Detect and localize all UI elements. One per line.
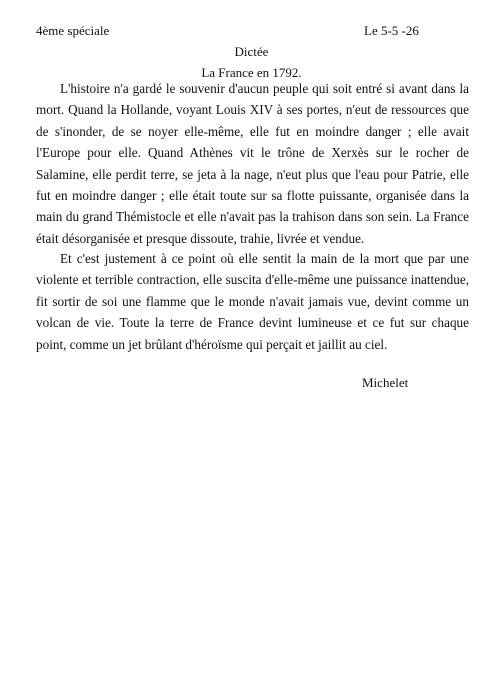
author-signature: Michelet bbox=[362, 375, 409, 390]
date-label: Le 5-5 -26 bbox=[364, 23, 419, 38]
class-label: 4ème spéciale bbox=[36, 23, 110, 38]
paragraph-2: Et c'est justement à ce point où elle sentit la main de la mort que par une violente et terrible contraction, elle suscita d'elle-même une puissance inattendue, fit sortir de soi une flamme que le monde n'avait jamais vue, devint comme un volcan de vie. Toute la terre de France devint lumineuse et ce fut sur chaque point, comme un jet brûlant d'héroïsme qui perçait et jaillit au ciel. bbox=[36, 251, 469, 352]
page-title: Dictée bbox=[234, 44, 269, 59]
paragraph-1: L'histoire n'a gardé le souvenir d'aucun peuple qui soit entré si avant dans la mort. Quand la Hollande, voyant Louis XIV à ses portes, n'eut de ressources que de s'inonder, de se noyer elle-même, elle fut en moindre danger ; elle avait l'Europe pour elle. Quand Athènes vit le trône de Xerxès sur le rocher de Salamine, elle perdit terre, se jeta à la nage, n'eut plus que l'eau pour Patrie, elle fut en moindre danger ; elle était toute sur sa flotte puissante, organisée dans la main du grand Thémistocle et elle n'avait pas la trahison dans son sein. La France était désorganisée et presque dissoute, trahie, livrée et vendue. bbox=[36, 81, 469, 246]
page-subtitle: La France en 1792. bbox=[201, 65, 302, 80]
